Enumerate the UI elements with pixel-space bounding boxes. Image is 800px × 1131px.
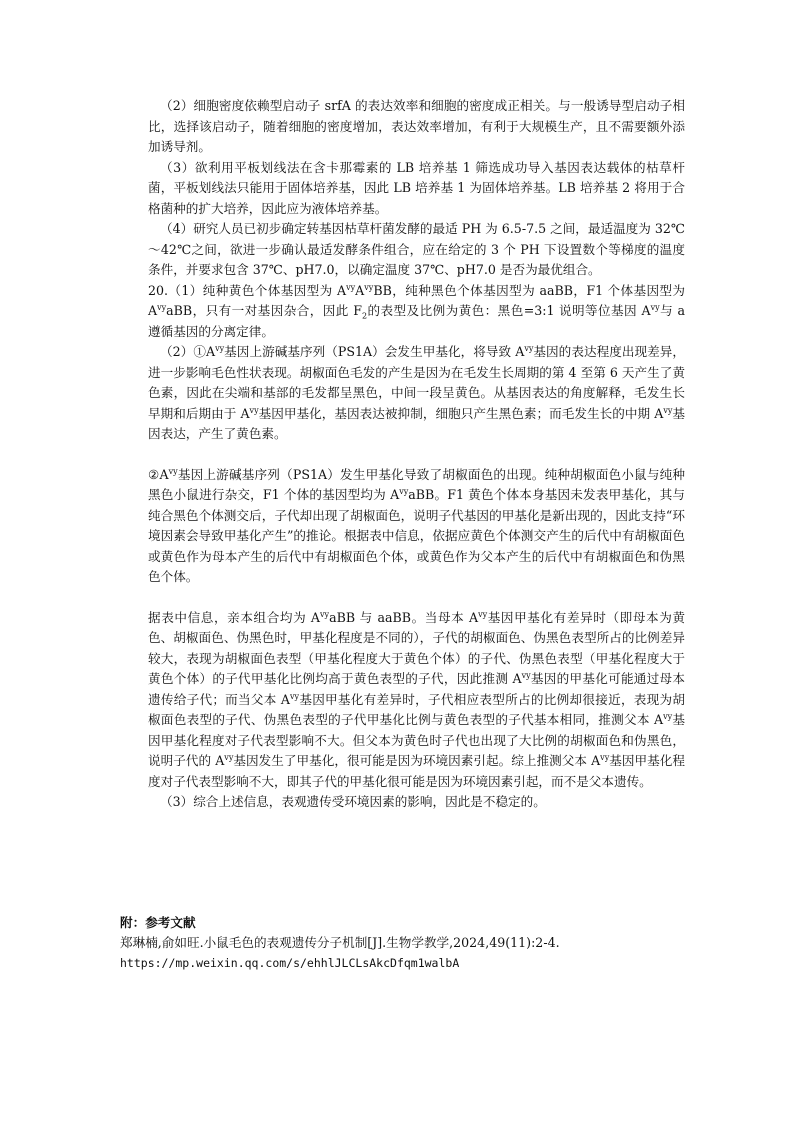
text-run: 基因甲基化程度对子代表型影响不大。但父本为黄色时子代也出现了大比例的胡椒面色和伪黑色，说明子代的 A: [148, 712, 685, 768]
superscript: vy: [224, 752, 234, 762]
superscript: vy: [663, 405, 673, 415]
superscript: vy: [346, 282, 356, 292]
paragraph-text: （4）研究人员已初步确定转基因枯草杆菌发酵的最适 PH 为 6.5-7.5 之间，最适温度为 32℃～42℃之间，欲进一步确认最适发酵条件组合，应在给定的 3 个 PH 下设置数个等梯度的温度条件，并要求包含 37℃、pH7.0，以确定温度 37℃、pH7.0 是否为最优组合。: [148, 221, 685, 277]
paragraph-q20-1: [148, 281, 685, 343]
text-run: 基因的甲基化可能通过母本遗传给子代；而当父本 A: [148, 671, 685, 707]
superscript: vy: [157, 302, 167, 312]
superscript: vy: [215, 343, 225, 353]
references-heading: 附：参考文献: [120, 915, 196, 930]
superscript: vy: [249, 405, 259, 415]
paragraph-q20-2-ii: [148, 465, 685, 588]
text-run: ②A: [148, 466, 169, 482]
subscript: 2: [361, 311, 368, 321]
text-run: 基因上游碱基序列（PS1A）会发生甲基化，将导致 A: [224, 344, 525, 359]
text-run: 与 a 遵循基因的分离定律。: [148, 303, 686, 339]
superscript: vy: [399, 486, 409, 496]
answer-body: [148, 96, 685, 813]
paragraph-q20-3: [148, 792, 685, 813]
reference-url[interactable]: https://mp.weixin.qq.com/s/ehhlJLCLsAkcDfqm1walbA: [120, 956, 460, 970]
superscript: vy: [290, 691, 300, 701]
superscript: vy: [600, 752, 610, 762]
references-section: [120, 913, 720, 973]
text-run: 20.（1）纯种黄色个体基因型为 A: [148, 282, 347, 298]
superscript: vy: [364, 282, 374, 292]
paragraph-spacer: [148, 445, 685, 465]
superscript: vy: [478, 609, 488, 619]
paragraph-q19-2: [148, 96, 685, 158]
text-run: 据表中信息，亲本组合均为 A: [148, 609, 321, 625]
superscript: vy: [650, 302, 660, 312]
text-run: （2）①A: [160, 344, 216, 359]
reference-citation: 郑琳楠,俞如旺.小鼠毛色的表观遗传分子机制[J].生物学教学,2024,49(11):2-4.: [120, 935, 560, 950]
text-run: A: [355, 282, 365, 298]
text-run: 基因的表达程度出现差异，进一步影响毛色性状表现。胡椒面色毛发的产生是因为在毛发生长周期的第 4 至第 6 天产生了黄色素，因此在尖端和基部的毛发都呈黑色，中间一段呈黄色。从基因表达的角度解释，毛发生长早期和后期由于 A: [148, 344, 686, 421]
text-run: 基因甲基化有差异时（即母本为黄色、胡椒面色、伪黑色时，甲基化程度是不同的），子代的胡椒面色、伪黑色表型所占的比例差异较大，表现为胡椒面色表型（甲基化程度大于黄色个体）的子代、伪黑色表型（甲基化程度大于黄色个体）的子代甲基化比例均高于黄色表型的子代，因此推测 A: [148, 609, 686, 686]
text-run: aBB 与 aaBB。当母本 A: [329, 609, 479, 625]
paragraph-q19-4: [148, 219, 685, 281]
text-run: 基因表达，产生了黄色素。: [148, 405, 685, 441]
superscript: vy: [168, 466, 178, 476]
paragraph-spacer: [148, 588, 685, 608]
paragraph-text: （3）欲利用平板划线法在含卡那霉素的 LB 培养基 1 筛选成功导入基因表达载体的枯草杆菌，平板划线法只能用于固体培养基，因此 LB 培养基 1 为固体培养基。LB 培养基 2 将用于合格菌种的扩大培养，因此应为液体培养基。: [148, 159, 685, 216]
text-run: aBB。F1 黄色个体本身基因未发表甲基化，其与纯合黑色个体测交后，子代却出现了胡椒面色，说明子代基因的甲基化是新出现的，因此支持“环境因素会导致甲基化产生”的推论。根据表中信息，依据应黄色个体测交产生的后代中有胡椒面色或黄色作为母本产生的后代中有胡椒面色个体，或黄色作为父本产生的后代中有胡椒面色和伪黑色个体。: [148, 487, 685, 584]
text-run: 基因发生了甲基化，很可能是因为环境因素引起。综上推测父本 A: [233, 753, 601, 768]
paragraph-q20-table-analysis: [148, 608, 685, 793]
text-run: 基因甲基化程度对子代表型影响不大，即其子代的甲基化很可能是因为环境因素引起，而不是父本遗传。: [148, 753, 686, 789]
text-run: 基因上游碱基序列（PS1A）发生甲基化导致了胡椒面色的出现。纯种胡椒面色小鼠与纯种黑色小鼠进行杂交，F1 个体的基因型均为 A: [148, 466, 685, 502]
paragraph-q19-3: [148, 158, 685, 220]
paragraph-text: （2）细胞密度依赖型启动子 srfA 的表达效率和细胞的密度成正相关。与一般诱导型启动子相比，选择该启动子，随着细胞的密度增加，表达效率增加，有利于大规模生产，且不需要额外添加诱导剂。: [148, 98, 685, 154]
paragraph-text: （3）综合上述信息，表观遗传受环境因素的影响，因此是不稳定的。: [160, 794, 546, 809]
text-run: 的表型及比例为黄色：黑色=3:1 说明等位基因 A: [367, 303, 651, 318]
superscript: vy: [521, 670, 531, 680]
paragraph-q20-2: [148, 342, 685, 445]
text-run: aBB，只有一对基因杂合，因此 F: [166, 303, 362, 318]
superscript: vy: [524, 343, 534, 353]
text-run: BB，纯种黑色个体基因型为 aaBB，F1 个体基因型为 A: [148, 282, 686, 318]
text-run: 基因甲基化，基因表达被抑制，细胞只产生黑色素；而毛发生长的中期 A: [258, 405, 664, 421]
superscript: vy: [320, 609, 330, 619]
text-run: 基因甲基化有差异时，子代相应表型所占的比例却很接近，表现为胡椒面色表型的子代、伪黑色表型的子代甲基化比例与黄色表型的子代基本相同，推测父本 A: [148, 691, 685, 727]
superscript: vy: [663, 711, 673, 721]
